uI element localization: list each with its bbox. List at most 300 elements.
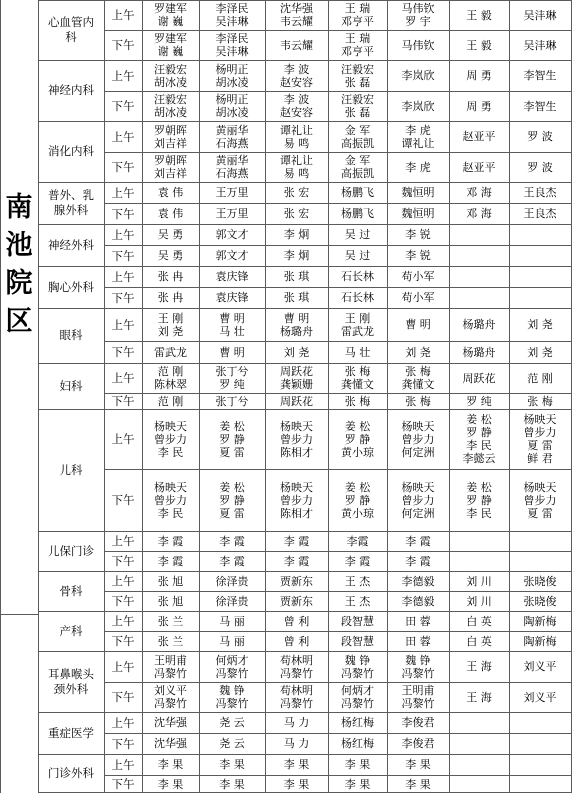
doctor-name: 李懿云 — [462, 452, 496, 465]
schedule-cell — [265, 60, 328, 91]
schedule-cell — [449, 393, 509, 409]
schedule-cell — [449, 682, 509, 712]
column-divider — [449, 0, 450, 793]
doctor-name: 张 旭 — [157, 574, 184, 588]
doctor-name: 曾 利 — [283, 634, 310, 648]
doctor-name: 马 力 — [283, 737, 310, 750]
doctor-name: 杨明正 — [215, 93, 249, 106]
schedule-cell — [265, 469, 328, 531]
schedule-cell — [509, 152, 571, 182]
doctor-name: 范 刚 — [527, 371, 553, 385]
doctor-name: 罗 静 — [466, 493, 492, 507]
schedule-cell — [142, 651, 199, 682]
doctor-name: 冯黎竹 — [401, 666, 435, 680]
doctor-name: 王 刚 — [157, 311, 184, 325]
doctor-name: 王明甫 — [154, 653, 187, 667]
schedule-cell — [265, 682, 328, 712]
schedule-cell — [449, 0, 509, 30]
schedule-cell — [387, 409, 449, 469]
doctor-name: 李 霞 — [219, 534, 245, 548]
schedule-cell — [142, 341, 199, 363]
doctor-name: 汪毅宏 — [154, 93, 187, 106]
doctor-name: 何炳才 — [341, 684, 374, 697]
doctor-name: 徐泽贵 — [215, 574, 249, 588]
department-name: 儿科 — [59, 462, 83, 477]
doctor-name: 张 梅 — [405, 365, 431, 378]
doctor-name: 沈华强 — [280, 2, 313, 15]
doctor-name: 冯黎竹 — [401, 697, 435, 710]
doctor-name: 杨映天 — [280, 419, 313, 433]
schedule-cell — [265, 266, 328, 287]
doctor-name: 马 壮 — [344, 345, 371, 359]
schedule-cell — [509, 551, 571, 571]
doctor-name: 姜 松 — [466, 480, 492, 494]
schedule-cell — [199, 775, 265, 793]
doctor-name: 白 英 — [466, 634, 492, 648]
schedule-cell — [387, 287, 449, 308]
doctor-name: 魏恒明 — [401, 207, 435, 220]
schedule-cell — [449, 91, 509, 121]
doctor-name: 谭礼让 — [280, 154, 313, 167]
column-divider — [265, 0, 266, 793]
doctor-name: 杨映天 — [523, 480, 557, 494]
schedule-cell — [387, 245, 449, 266]
schedule-cell — [328, 551, 387, 571]
schedule-cell — [265, 224, 328, 245]
doctor-name: 胡冰凌 — [215, 106, 249, 119]
doctor-name: 杨映天 — [154, 480, 187, 494]
doctor-name: 冯黎竹 — [341, 666, 374, 680]
doctor-name: 李岚欣 — [401, 99, 435, 113]
doctor-name: 张 琪 — [283, 270, 310, 283]
doctor-name: 李泽民 — [215, 32, 249, 45]
schedule-cell — [328, 30, 387, 60]
schedule-cell — [328, 341, 387, 363]
schedule-cell — [509, 733, 571, 754]
doctor-name: 何炳才 — [215, 653, 249, 667]
schedule-cell — [199, 308, 265, 341]
schedule-cell — [387, 754, 449, 775]
doctor-name: 李 果 — [219, 777, 245, 791]
doctor-name: 范 刚 — [157, 394, 184, 408]
doctor-name: 李德毅 — [401, 594, 435, 608]
schedule-cell — [387, 682, 449, 712]
schedule-cell — [328, 775, 387, 793]
schedule-cell — [509, 631, 571, 651]
department-name: 消化内科 — [48, 144, 94, 158]
schedule-cell — [387, 733, 449, 754]
schedule-cell — [328, 152, 387, 182]
doctor-name: 吴沣琳 — [523, 8, 557, 22]
schedule-cell — [142, 469, 199, 531]
schedule-cell — [265, 363, 328, 393]
schedule-cell — [509, 245, 571, 266]
schedule-cell — [142, 308, 199, 341]
doctor-name: 曹 明 — [219, 311, 245, 325]
schedule-cell — [328, 60, 387, 91]
doctor-name: 周 勇 — [466, 99, 492, 113]
schedule-cell — [265, 341, 328, 363]
doctor-name: 田 蓉 — [405, 614, 431, 628]
period-am: 上午 — [111, 534, 135, 548]
column-divider — [328, 0, 329, 793]
schedule-cell — [265, 393, 328, 409]
schedule-cell — [509, 182, 571, 203]
schedule-cell — [449, 60, 509, 91]
doctor-name: 徐泽贵 — [215, 594, 249, 608]
doctor-name: 李 民 — [157, 445, 184, 459]
department-name: 骨科 — [59, 583, 83, 598]
campus-label — [0, 190, 38, 340]
doctor-name: 马 丽 — [219, 634, 245, 648]
schedule-cell — [142, 551, 199, 571]
schedule-cell — [449, 182, 509, 203]
doctor-name: 金 军 — [344, 154, 371, 167]
doctor-name: 王 刚 — [344, 311, 371, 325]
schedule-cell — [199, 531, 265, 551]
schedule-cell — [509, 571, 571, 591]
doctor-name: 曹 明 — [283, 311, 310, 325]
doctor-name: 陶新梅 — [523, 614, 557, 628]
department-name: 胸心外科 — [48, 279, 94, 294]
schedule-cell — [199, 571, 265, 591]
schedule-cell — [142, 571, 199, 591]
period-pm: 下午 — [111, 493, 135, 507]
schedule-cell — [328, 266, 387, 287]
schedule-cell — [509, 0, 571, 30]
schedule-cell — [328, 712, 387, 733]
doctor-name: 王明甫 — [401, 684, 435, 697]
doctor-name: 吴 过 — [344, 228, 371, 241]
doctor-name: 吴 过 — [344, 249, 371, 262]
schedule-cell — [142, 409, 199, 469]
doctor-name: 李智生 — [523, 99, 557, 113]
period-am: 上午 — [111, 269, 135, 284]
schedule-cell — [328, 203, 387, 224]
doctor-name: 夏 雷 — [219, 506, 245, 520]
schedule-cell — [509, 91, 571, 121]
doctor-name: 杨映天 — [401, 480, 435, 494]
doctor-name: 罗 静 — [466, 426, 492, 439]
doctor-name: 冯黎竹 — [280, 666, 313, 680]
schedule-cell — [142, 611, 199, 631]
schedule-cell — [142, 591, 199, 611]
period-pm: 下午 — [111, 394, 135, 408]
doctor-name: 郭文才 — [215, 228, 249, 241]
schedule-cell — [199, 0, 265, 30]
doctor-name: 曾步力 — [401, 432, 435, 446]
doctor-name: 李霞 — [346, 534, 369, 548]
schedule-cell — [142, 393, 199, 409]
schedule-cell — [142, 0, 199, 30]
schedule-cell — [199, 469, 265, 531]
doctor-name: 苟小军 — [401, 270, 435, 283]
doctor-name: 冯黎竹 — [280, 697, 313, 710]
department-name: 神经内科 — [48, 83, 94, 97]
doctor-name: 李岚欣 — [401, 69, 435, 82]
doctor-name: 袁 伟 — [157, 186, 184, 199]
doctor-name: 沈华强 — [154, 716, 187, 729]
doctor-name: 姜 松 — [344, 419, 371, 433]
doctor-name: 胡冰凌 — [154, 75, 187, 89]
department-name: 心血管内科 — [48, 15, 94, 44]
doctor-name: 曹 明 — [219, 345, 245, 359]
schedule-cell — [509, 712, 571, 733]
schedule-cell — [449, 245, 509, 266]
doctor-name: 王 瑞 — [344, 32, 371, 45]
doctor-name: 龚颖姗 — [280, 378, 313, 391]
period-am: 上午 — [111, 8, 135, 22]
schedule-cell — [387, 30, 449, 60]
doctor-name: 杨映天 — [154, 419, 187, 433]
doctor-name: 张晓俊 — [523, 574, 557, 588]
doctor-name: 邓亨平 — [341, 45, 374, 58]
schedule-cell — [387, 531, 449, 551]
schedule-cell — [265, 551, 328, 571]
schedule-cell — [449, 203, 509, 224]
schedule-cell — [509, 531, 571, 551]
doctor-name: 张 冉 — [157, 270, 184, 283]
doctor-name: 曾步力 — [154, 493, 187, 507]
doctor-name: 王良杰 — [523, 207, 557, 220]
schedule-cell — [142, 775, 199, 793]
doctor-name: 陈相才 — [280, 445, 313, 459]
doctor-name: 姜 松 — [344, 480, 371, 494]
doctor-name: 吴 勇 — [157, 228, 184, 241]
doctor-name: 袁 伟 — [157, 207, 184, 220]
doctor-name: 邓 海 — [466, 186, 492, 199]
period-pm: 下午 — [111, 554, 135, 568]
schedule-cell — [509, 775, 571, 793]
doctor-name: 何定洲 — [401, 506, 435, 520]
schedule-cell — [509, 651, 571, 682]
doctor-name: 韦云耀 — [280, 38, 313, 52]
department-name: 产科 — [59, 623, 83, 638]
department-name: 神经外科 — [48, 237, 94, 252]
doctor-name: 张丁兮 — [215, 394, 249, 408]
schedule-cell — [142, 754, 199, 775]
period-pm: 下午 — [111, 99, 135, 113]
doctor-name: 尧 云 — [219, 737, 245, 750]
schedule-cell — [509, 203, 571, 224]
doctor-name: 夏 雷 — [219, 445, 245, 459]
doctor-name: 李俊君 — [401, 737, 435, 750]
table-bottom-border — [38, 792, 571, 793]
doctor-name: 杨红梅 — [341, 716, 374, 729]
doctor-name: 杨璐舟 — [280, 324, 313, 338]
schedule-cell — [387, 469, 449, 531]
schedule-cell — [265, 754, 328, 775]
doctor-name: 张 梅 — [344, 365, 371, 378]
period-pm: 下午 — [111, 777, 135, 791]
period-pm: 下午 — [111, 248, 135, 263]
schedule-cell — [265, 287, 328, 308]
doctor-name: 冯黎竹 — [215, 697, 249, 710]
schedule-cell — [265, 733, 328, 754]
schedule-cell — [328, 393, 387, 409]
schedule-cell — [142, 287, 199, 308]
doctor-name: 李 果 — [405, 758, 431, 771]
doctor-name: 龚懂文 — [341, 378, 374, 391]
schedule-cell — [387, 224, 449, 245]
doctor-name: 邓 海 — [466, 207, 492, 220]
period-pm: 下午 — [111, 634, 135, 648]
doctor-name: 谢 巍 — [157, 45, 184, 58]
doctor-name: 张 梅 — [527, 394, 553, 408]
schedule-cell — [387, 393, 449, 409]
schedule-cell — [328, 245, 387, 266]
doctor-name: 李 民 — [466, 506, 492, 520]
schedule-cell — [449, 611, 509, 631]
schedule-cell — [265, 631, 328, 651]
doctor-name: 汪毅宏 — [154, 62, 187, 76]
doctor-name: 段智慧 — [341, 614, 374, 628]
doctor-name: 王良杰 — [523, 186, 557, 199]
schedule-cell — [328, 591, 387, 611]
schedule-cell — [328, 651, 387, 682]
doctor-name: 石海燕 — [215, 136, 249, 150]
period-pm: 下午 — [111, 206, 135, 221]
schedule-cell — [328, 121, 387, 152]
doctor-name: 王 杰 — [344, 594, 371, 608]
schedule-cell — [449, 266, 509, 287]
column-divider — [38, 0, 39, 793]
schedule-cell — [265, 182, 328, 203]
campus-char: 南 — [5, 192, 33, 223]
doctor-name: 张 宏 — [283, 186, 310, 199]
doctor-name: 李 波 — [283, 62, 310, 76]
schedule-cell — [387, 571, 449, 591]
schedule-cell — [142, 91, 199, 121]
doctor-name: 苟小军 — [401, 291, 435, 304]
period-am: 上午 — [111, 432, 135, 446]
schedule-cell — [142, 224, 199, 245]
schedule-cell — [199, 733, 265, 754]
doctor-name: 罗朝晖 — [154, 154, 187, 167]
schedule-cell — [199, 682, 265, 712]
doctor-name: 王 瑞 — [344, 2, 371, 15]
schedule-cell — [449, 571, 509, 591]
doctor-name: 曾步力 — [523, 493, 557, 507]
doctor-name: 杨映天 — [280, 480, 313, 494]
schedule-cell — [328, 224, 387, 245]
schedule-cell — [387, 60, 449, 91]
schedule-cell — [142, 182, 199, 203]
schedule-cell — [142, 60, 199, 91]
schedule-cell — [199, 651, 265, 682]
doctor-name: 罗 静 — [219, 432, 245, 446]
doctor-name: 张 兰 — [157, 634, 184, 648]
doctor-name: 罗 纯 — [219, 378, 245, 391]
doctor-name: 李 霞 — [283, 554, 310, 568]
doctor-name: 罗 波 — [527, 130, 553, 143]
doctor-name: 袁庆锋 — [215, 270, 249, 283]
department-name: 儿保门诊 — [48, 543, 94, 558]
doctor-name: 李 果 — [157, 758, 184, 771]
doctor-name: 罗 宇 — [405, 15, 431, 28]
period-pm: 下午 — [111, 160, 135, 174]
campus-char: 院 — [5, 268, 33, 299]
schedule-cell — [387, 712, 449, 733]
doctor-name: 吴沣琳 — [215, 15, 249, 28]
doctor-name: 周 勇 — [466, 69, 492, 82]
schedule-cell — [199, 60, 265, 91]
schedule-cell — [449, 469, 509, 531]
schedule-cell — [199, 754, 265, 775]
doctor-name: 曾步力 — [523, 426, 557, 439]
schedule-cell — [387, 551, 449, 571]
schedule-cell — [387, 341, 449, 363]
schedule-cell — [328, 682, 387, 712]
period-am: 上午 — [111, 715, 135, 730]
schedule-cell — [509, 60, 571, 91]
schedule-cell — [265, 651, 328, 682]
schedule-cell — [449, 733, 509, 754]
doctor-name: 吴 勇 — [157, 249, 184, 262]
doctor-name: 李俊君 — [401, 716, 435, 729]
doctor-name: 王万里 — [215, 186, 249, 199]
schedule-cell — [199, 182, 265, 203]
schedule-cell — [199, 393, 265, 409]
doctor-name: 黄丽华 — [215, 123, 249, 137]
schedule-cell — [199, 91, 265, 121]
schedule-cell — [449, 224, 509, 245]
schedule-cell — [142, 266, 199, 287]
doctor-name: 周跃花 — [462, 371, 496, 385]
schedule-cell — [199, 30, 265, 60]
schedule-cell — [142, 203, 199, 224]
doctor-name: 魏 铮 — [405, 653, 431, 667]
doctor-name: 李 炯 — [283, 249, 310, 262]
schedule-cell — [509, 341, 571, 363]
schedule-cell — [387, 266, 449, 287]
doctor-name: 罗 静 — [344, 432, 371, 446]
campus-char: 区 — [5, 306, 33, 337]
period-pm: 下午 — [111, 736, 135, 751]
doctor-name: 马伟钦 — [401, 38, 435, 52]
doctor-name: 马 壮 — [219, 324, 245, 338]
campus-divider — [0, 614, 38, 615]
schedule-cell — [265, 531, 328, 551]
doctor-name: 曹 明 — [405, 318, 431, 331]
schedule-cell — [142, 245, 199, 266]
doctor-name: 白 英 — [466, 614, 492, 628]
schedule-cell — [387, 611, 449, 631]
doctor-name: 李 民 — [157, 506, 184, 520]
doctor-name: 罗朝晖 — [154, 123, 187, 137]
period-am: 上午 — [111, 129, 135, 144]
period-pm: 下午 — [111, 690, 135, 704]
schedule-cell — [265, 591, 328, 611]
schedule-cell — [265, 91, 328, 121]
doctor-name: 罗建军 — [154, 2, 187, 15]
schedule-cell — [328, 0, 387, 30]
doctor-name: 罗 静 — [344, 493, 371, 507]
schedule-cell — [449, 531, 509, 551]
doctor-name: 石海燕 — [215, 167, 249, 180]
schedule-cell — [449, 30, 509, 60]
doctor-name: 姜 松 — [466, 413, 492, 426]
doctor-name: 张 梅 — [405, 394, 431, 408]
doctor-name: 石长林 — [341, 270, 374, 283]
period-pm: 下午 — [111, 38, 135, 52]
doctor-name: 冯黎竹 — [154, 666, 187, 680]
doctor-name: 刘 川 — [466, 594, 492, 608]
doctor-name: 易 鸣 — [283, 136, 310, 150]
schedule-cell — [142, 531, 199, 551]
doctor-name: 李 民 — [466, 439, 492, 452]
doctor-name: 黄丽华 — [215, 154, 249, 167]
